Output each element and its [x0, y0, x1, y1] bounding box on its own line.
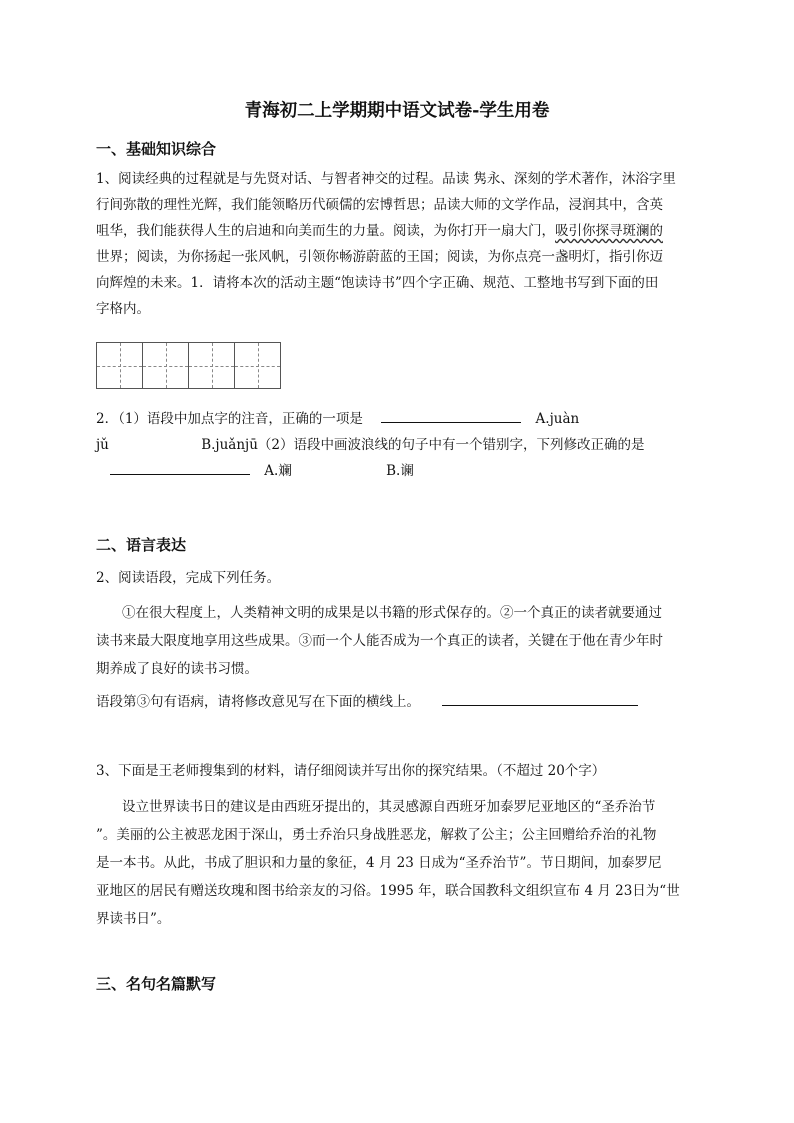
- q3-passage-line: 设立世界读书日的建议是由西班牙提出的，其灵感源自西班牙加泰罗尼亚地区的“圣乔治节: [122, 799, 656, 815]
- answer-blank[interactable]: [381, 408, 521, 423]
- wavy-underlined-sentence: 吸引你探寻斑澜的: [555, 223, 663, 239]
- option-a1: A.juàn: [535, 411, 580, 427]
- section-heading-language-expression: 二、语言表达: [96, 536, 187, 554]
- q2-task-line: [96, 689, 638, 715]
- q3-passage-line: 是一本书。从此，书成了胆识和力量的象征，4 月 23 日成为“圣乔治节”。节日期间，加泰罗尼: [96, 855, 662, 871]
- tianzige-grid[interactable]: [96, 342, 280, 389]
- tianzige-cell[interactable]: [234, 342, 281, 389]
- q1-line-5: 向辉煌的未来。1．请将本次的活动主题“饱读诗书”四个字正确、规范、工整地书写到下面的田: [96, 275, 659, 291]
- q1-line-2: 行间弥散的理性光辉，我们能领略历代硕儒的宏博哲思；品读大师的文学作品，浸润其中，含英: [96, 197, 663, 213]
- option-a1-cont: jǔ: [96, 437, 109, 453]
- q1-sub2-line: [96, 406, 579, 432]
- q3-passage-line: 界读书日”。: [96, 911, 171, 927]
- tianzige-cell[interactable]: [142, 342, 189, 389]
- q2-passage-line: 读书来最大限度地享用这些成果。③而一个人能否成为一个真正的读者，关键在于他在青少年时: [96, 633, 663, 649]
- q2-passage-line: 期养成了良好的读书习惯。: [96, 661, 258, 677]
- page-title: 青海初二上学期期中语文试卷-学生用卷: [244, 101, 550, 121]
- q1-sub2-prompt: 2．（1）语段中加点字的注音，正确的一项是: [96, 411, 363, 427]
- q1-sub2-options-line: [96, 432, 645, 458]
- q1-line-3-text: 咀华，我们能获得人生的启迪和向美而生的力量。阅读，为你打开一扇大门，: [96, 223, 555, 239]
- tianzige-cell[interactable]: [188, 342, 235, 389]
- q3-prompt: 3、下面是王老师搜集到的材料，请仔细阅读并写出你的探究结果。（不超过 20个字）: [96, 763, 606, 779]
- section-heading-basic-knowledge: 一、基础知识综合: [96, 140, 217, 158]
- answer-blank[interactable]: [442, 691, 638, 706]
- q1-line-3: [96, 218, 663, 244]
- option-a2: A.斓: [264, 463, 292, 479]
- tianzige-cell[interactable]: [96, 342, 143, 389]
- q3-passage-line: 亚地区的居民有赠送玫瑰和图书给亲友的习俗。1995 年，联合国教科文组织宣布 4 月 23日为“世: [96, 883, 680, 899]
- q1-line-6: 字格内。: [96, 301, 150, 317]
- answer-blank[interactable]: [110, 460, 250, 475]
- option-b2: B.谰: [386, 463, 414, 479]
- option-b1: B.juǎnjū（2）语段中画波浪线的句子中有一个错别字，下列修改正确的是: [201, 437, 645, 453]
- q1-sub2-answer-line: [110, 458, 414, 484]
- q2-passage-line: ①在很大程度上，人类精神文明的成果是以书籍的形式保存的。②一个真正的读者就要通过: [122, 605, 662, 621]
- q2-task: 语段第③句有语病，请将修改意见写在下面的横线上。: [96, 694, 420, 710]
- section-heading-famous-lines: 三、名句名篇默写: [96, 975, 217, 993]
- q3-passage-line: ”。美丽的公主被恶龙困于深山，勇士乔治只身战胜恶龙，解救了公主；公主回赠给乔治的礼物: [96, 827, 657, 843]
- q2-prompt: 2、阅读语段，完成下列任务。: [96, 570, 281, 586]
- q1-line-4: 世界；阅读，为你扬起一张风帆，引领你畅游蔚蓝的王国；阅读，为你点亮一盏明灯，指引你迈: [96, 249, 663, 265]
- q1-line-1: 1、阅读经典的过程就是与先贤对话、与智者神交的过程。品读 隽永、深刻的学术著作，沐浴字里: [96, 171, 676, 187]
